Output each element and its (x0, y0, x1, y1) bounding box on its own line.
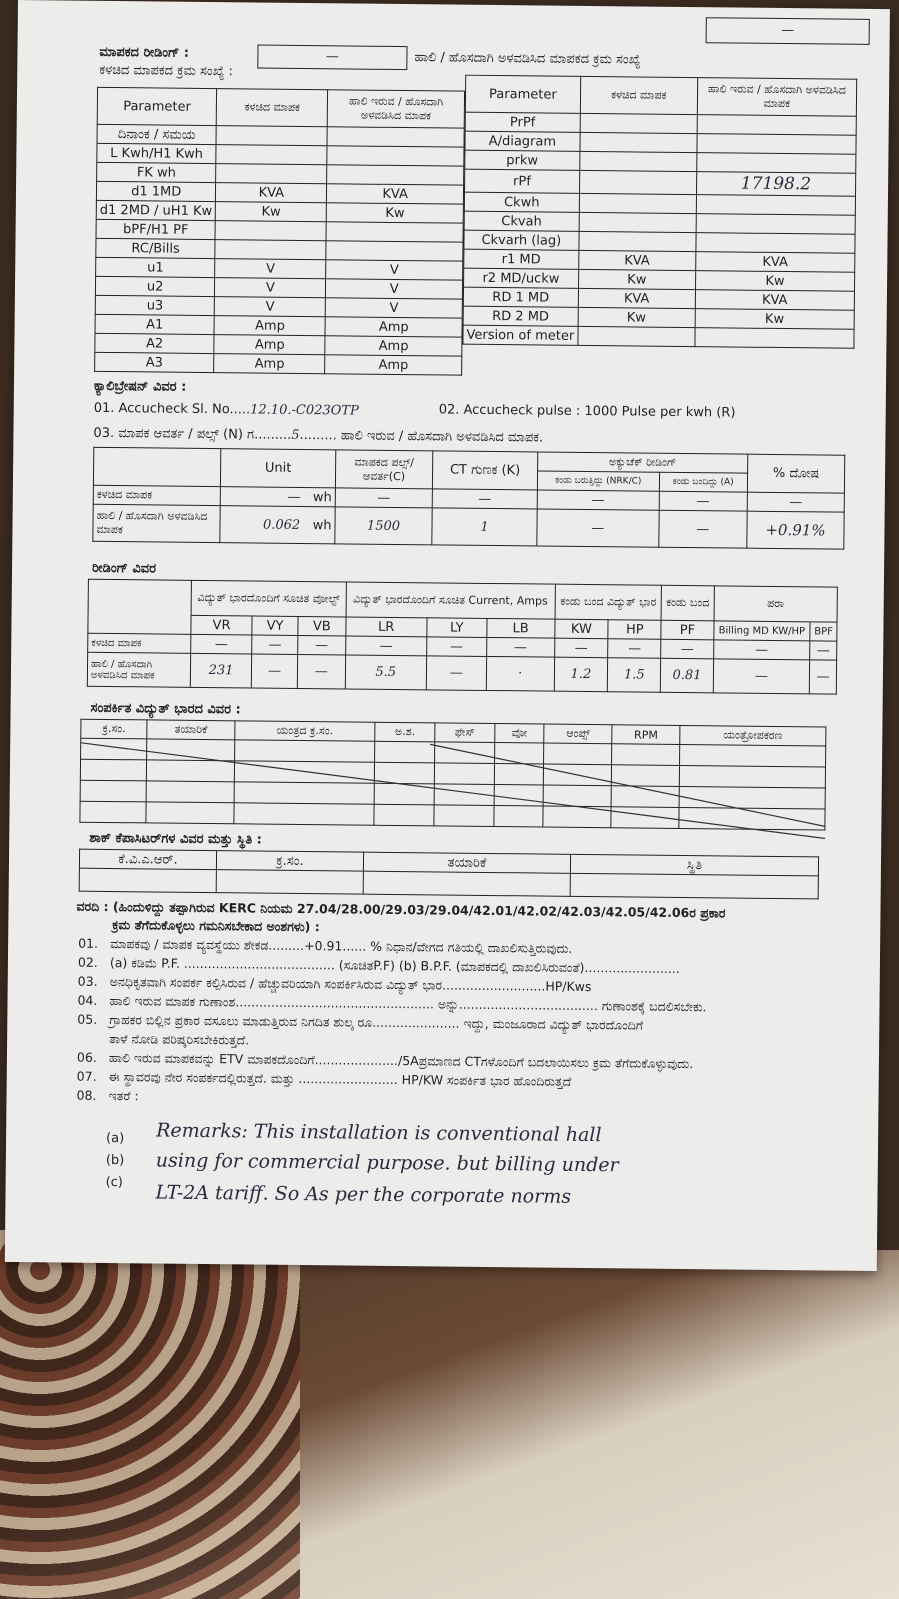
new-meter-value: Kw (327, 203, 464, 223)
col-header: PF (661, 620, 713, 640)
parameter-name: PrPf (465, 112, 580, 132)
col-header: VB (298, 616, 346, 635)
removed-meter-value (216, 126, 327, 146)
col-group-header: ಕಂಡು ಬಂದ (662, 585, 714, 621)
report-item-text: (a) ಕಡಿಮೆ P.F. ...................................... (ಸೂಚಿತP.F) (b) B.P.F. (ಮಾಪಕದಲ್ಲಿ ದಾಖಲಿಸಿರುವಂತೆ)........................ (109, 955, 680, 976)
removed-meter-value: KVA (578, 288, 695, 308)
col-header: ಕಳಚಿದ ಮಾಪಕ (580, 76, 697, 114)
cell: — (537, 509, 659, 547)
new-meter-value (327, 146, 464, 166)
reading-value: — (554, 638, 608, 658)
new-meter-value (697, 134, 856, 155)
removed-meter-value (216, 164, 327, 184)
removed-meter-value: V (215, 297, 326, 317)
new-meter-serial-box: — (706, 17, 870, 45)
report-item-number: 05. (77, 1011, 98, 1027)
reading-value: — (298, 635, 346, 654)
new-meter-value: Amp (325, 355, 462, 375)
col-header: LB (487, 618, 555, 638)
cell: — (432, 489, 537, 509)
new-meter-value: V (326, 298, 463, 318)
parameter-name: RD 1 MD (463, 287, 578, 307)
row-label: ಕಳಚಿದ ಮಾಪಕ (93, 485, 220, 505)
new-meter-value (697, 115, 856, 136)
cell: — (287, 489, 301, 505)
new-meter-value: KVA (327, 184, 464, 204)
col-header: KW (555, 619, 609, 639)
row-label: ಕಳಚಿದ ಮಾಪಕ (88, 633, 191, 653)
removed-meter-value (580, 113, 697, 133)
new-meter-value: Amp (325, 317, 462, 337)
parameter-name: Version of meter (463, 325, 578, 345)
reading-value: · (486, 656, 554, 691)
parameter-table-left (94, 87, 465, 376)
col-header: ಕ್ರ.ಸಂ. (216, 851, 363, 872)
col-header: Parameter (465, 75, 580, 113)
reading-value: 5.5 (345, 655, 426, 690)
parameter-name: d1 2MD / uH1 Kw (96, 200, 216, 220)
cell: — (659, 491, 748, 511)
cell: 1500 (335, 507, 432, 545)
report-item-text: ಅನಧಿಕೃತವಾಗಿ ಸಂಪರ್ಕ ಕಲ್ಪಿಸಿರುವ / ಹೆಚ್ಚುವರಿಯಾಗಿ ಸಂಪರ್ಕಿಸಿರುವ ವಿದ್ಯುತ್ ಭಾರ..........................HP/Kws (109, 974, 592, 995)
cell: — (658, 510, 747, 548)
cell: — (335, 488, 432, 508)
remarks-line-1: Remarks: This installation is conventional hall (156, 1119, 602, 1147)
removed-meter-value: Kw (578, 307, 695, 327)
parameter-name: bPF/H1 PF (96, 219, 216, 239)
col-header: % ದೋಷ (747, 454, 844, 493)
meter-reading-label: ಮಾಪಕದ ರೀಡಿಂಗ್ : (99, 44, 190, 61)
reading-value: — (297, 654, 345, 688)
removed-meter-value: Amp (214, 354, 325, 374)
removed-meter-value: Amp (214, 335, 325, 355)
background-fabric (0, 1230, 300, 1599)
removed-meter-value (216, 145, 327, 165)
report-item-text: ತಾಳೆ ನೋಡಿ ಪರಿಷ್ಕರಿಸಬೇಕಿರುತ್ತದೆ. (109, 1031, 250, 1048)
new-meter-value (327, 127, 464, 147)
col-subheader: ಕಂಡು ಬಂದಿದ್ದು (A) (659, 472, 748, 492)
removed-meter-serial-box: — (257, 45, 407, 71)
col-subheader: ಕಂಡು ಬರುತ್ತಿದ್ದು (NRK/C) (537, 471, 659, 491)
reading-value: — (713, 640, 810, 660)
removed-meter-value: V (215, 278, 326, 298)
cell: wh (312, 489, 332, 505)
new-meter-value: Amp (325, 336, 462, 356)
report-item-text: ಹಾಲಿ ಇರುವ ಮಾಪಕವನ್ನು ETV ಮಾಪಕದೊಂದಿಗೆ...................../5Aಪ್ರಮಾಣದ CTಗಳೊಂದಿಗೆ ಬದಲಾಯಿಸಲು ಕ್ರಮ ತೆಗೆದುಕೊಳ್ಳುವುದು. (108, 1050, 694, 1072)
reading-value: — (426, 637, 486, 657)
parameter-name: RC/Bills (96, 238, 216, 258)
removed-meter-serial-label: ಕಳಚಿದ ಮಾಪಕದ ಕ್ರಮ ಸಂಖ್ಯೆ : (99, 62, 234, 80)
report-item-text: ಇತರೆ : (108, 1088, 139, 1104)
parameter-name: FK wh (97, 162, 217, 182)
new-meter-value (326, 222, 463, 242)
parameter-name: A/diagram (465, 131, 580, 151)
parameter-name: A2 (95, 333, 215, 353)
cell: — (747, 492, 844, 512)
new-meter-value (696, 214, 855, 235)
reading-value: 1.2 (554, 657, 608, 692)
parameter-name: A1 (95, 314, 215, 334)
capacitor-title: ಶಾಕ್ ಕೆಪಾಸಿಟರ್‌ಗಳ ವಿವರ ಮತ್ತು ಸ್ಥಿತಿ : (89, 830, 262, 848)
remarks-line-2: using for commercial purpose. but billing under (155, 1149, 619, 1177)
col-header: ಫೇಸ್ (435, 723, 495, 743)
col-header: Billing MD KW/HP (713, 621, 810, 641)
new-meter-value: V (326, 260, 463, 280)
new-meter-value: KVA (695, 252, 854, 273)
removed-meter-value (579, 151, 696, 171)
sub-label-b: (b) (105, 1152, 125, 1169)
sub-label-a: (a) (106, 1130, 125, 1147)
connected-load-title: ಸಂಪರ್ಕಿತ ವಿದ್ಯುತ್ ಭಾರದ ವಿವರ : (90, 700, 241, 718)
cell: — (537, 490, 659, 510)
revolutions-label: 03. ಮಾಪಕ ಆವರ್ತ / ಪಲ್ಸ್ (N) ಗ......... (93, 425, 292, 443)
parameter-name: L Kwh/H1 Kwh (97, 143, 217, 163)
col-header: ಅಕ್ಯುಚೆಕ್ ರೀಡಿಂಗ್ (538, 452, 748, 473)
parameter-name: RD 2 MD (463, 306, 578, 326)
removed-meter-value (579, 193, 696, 213)
parameter-name: Ckvarh (lag) (464, 230, 579, 250)
reading-value: 231 (190, 653, 252, 688)
new-meter-value (327, 165, 464, 185)
cell: wh (312, 517, 332, 533)
report-intro-2: ಕ್ರಮ ತೆಗೆದುಕೊಳ್ಳಲು ಗಮನಿಸಬೇಕಾದ ಅಂಶಗಳು) : (112, 917, 320, 935)
reading-value: — (810, 641, 837, 660)
col-header: BPF (810, 622, 837, 641)
reading-value: — (810, 660, 837, 694)
new-meter-value (695, 328, 854, 349)
new-meter-value (696, 233, 855, 254)
removed-meter-value (580, 132, 697, 152)
col-header: LY (427, 618, 487, 638)
col-group-header: ಪರಾ (714, 586, 838, 622)
new-meter-value (696, 153, 855, 174)
reading-value: — (345, 636, 426, 656)
row-label: ಹಾಲಿ / ಹೊಸದಾಗಿ ಅಳವಡಿಸಿದ ಮಾಪಕ (93, 504, 220, 542)
col-header: ಕ್ರ.ಸಂ. (81, 719, 148, 739)
reading-table (87, 579, 838, 695)
remarks-line-3: LT-2A tariff. So As per the corporate norms (155, 1181, 572, 1208)
parameter-name: d1 1MD (96, 181, 216, 201)
parameter-table-right (462, 75, 857, 349)
new-meter-serial-label: ಹಾಲಿ / ಹೊಸದಾಗಿ ಅಳವಡಿಸಿದ ಮಾಪಕದ ಕ್ರಮ ಸಂಖ್ಯೆ (414, 50, 641, 68)
reading-value: — (486, 637, 554, 657)
table-row (95, 352, 462, 375)
accucheck-serial-value: 12.10.-C023OTP (250, 402, 359, 419)
reading-value: — (426, 656, 486, 691)
strike-through-lines (79, 739, 826, 843)
new-meter-value (326, 241, 463, 261)
removed-meter-value (579, 231, 696, 251)
parameter-name: prkw (465, 150, 580, 170)
col-header: ಕೆ.ವಿ.ಎ.ಆರ್. (79, 849, 216, 869)
removed-meter-value (578, 326, 695, 346)
reading-value: — (608, 639, 661, 659)
col-header: ಮಾಪಕದ ಪಲ್ಸ್/ಆವರ್ತ(C) (335, 450, 432, 489)
accucheck-pulse-label: 02. Accucheck pulse : 1000 Pulse per kwh (R) (438, 402, 736, 421)
col-header: VY (252, 616, 298, 635)
new-meter-value: V (326, 279, 463, 299)
removed-meter-value (579, 212, 696, 232)
parameter-name: u2 (95, 276, 215, 296)
report-intro: ವರದಿ : (ಹಿಂದುಳಿದ್ದು ತಪ್ಪಾಗಿರುವ KERC ನಿಯಮ 27.04/28.00/29.03/29.04/42.01/42.02/42.03/42.05/42.06ರ ಪ್ರಕಾರ (76, 898, 726, 921)
table-row (87, 652, 836, 694)
parameter-name: Ckvah (464, 211, 579, 231)
report-item-number: 02. (77, 954, 98, 970)
reading-value: 1.5 (608, 658, 662, 693)
removed-meter-value (579, 170, 696, 194)
parameter-name: ದಿನಾಂಕ / ಸಮಯ (97, 124, 217, 144)
report-item-text: ಗ್ರಾಹಕರ ಬಿಲ್ಲಿನ ಪ್ರಕಾರ ವಸೂಲು ಮಾಡುತ್ತಿರುವ ನಿಗದಿತ ಶುಲ್ಕ ರೂ...................... ಇದ್ದು, ಮಂಜೂರಾದ ವಿದ್ಯುತ್ ಭಾರದೊಂದಿಗೆ (109, 1012, 644, 1033)
report-item-number: 01. (78, 935, 99, 951)
parameter-name: u3 (95, 295, 215, 315)
reading-value: — (661, 639, 713, 659)
removed-meter-value (215, 240, 326, 260)
reading-value: — (252, 635, 298, 654)
capacitor-table (79, 849, 819, 900)
calibration-title: ಕ್ಯಾಲಿಬ್ರೇಷನ್ ವಿವರ : (93, 378, 187, 395)
parameter-name: r1 MD (464, 249, 579, 269)
cell: +0.91% (747, 511, 844, 549)
report-list (76, 936, 838, 1115)
col-header: Unit (220, 449, 335, 488)
col-group-header: ವಿದ್ಯುತ್ ಭಾರದೊಂದಿಗೆ ಸೂಚಿತ Current, Amps (346, 582, 555, 619)
parameter-name: A3 (95, 352, 215, 372)
reading-value: 0.81 (661, 658, 713, 693)
removed-meter-value: KVA (216, 183, 327, 203)
report-item-number: 04. (77, 992, 98, 1008)
removed-meter-value: Amp (214, 316, 325, 336)
col-header: ಅ.ಶ. (375, 722, 435, 742)
reading-value: — (251, 654, 297, 688)
accucheck-table (92, 447, 845, 550)
col-header: RPM (612, 725, 680, 745)
reading-title: ರೀಡಿಂಗ್ ವಿವರ (91, 560, 157, 577)
col-header: ಹಾಲಿ ಇರುವ / ಹೊಸದಾಗಿ ಅಳವಡಿಸಿದ ಮಾಪಕ (328, 90, 465, 128)
parameter-name: r2 MD/uckw (464, 268, 579, 288)
col-header: ತಯಾರಿಕೆ (363, 852, 570, 873)
report-item-text: ಹಾಲಿ ಇರುವ ಮಾಪಕ ಗುಣಾಂಶ.................................................. ಅನ್ನು................................... ಗುಣಾಂಶಕ್ಕೆ ಬದಲಿಸಬೇಕು. (109, 993, 707, 1015)
report-item-text: ಈ ಸ್ಥಾವರವು ನೇರ ಸಂಪರ್ಕದಲ್ಲಿರುತ್ತದೆ. ಮತ್ತು ......................... HP/KW ಸಂಪರ್ಕಿತ ಭಾರ ಹೊಂದಿರುತ್ತದೆ (108, 1069, 572, 1089)
report-item-number: 03. (77, 973, 98, 989)
col-header: ಸ್ಥಿತಿ (570, 854, 818, 876)
col-header: ತಯಾರಿಕೆ (147, 720, 235, 740)
inspection-form (5, 0, 890, 1271)
col-header: CT ಗುಣಕ (K) (432, 451, 537, 490)
col-header: ಹಾಲಿ ಇರುವ / ಹೊಸದಾಗಿ ಅಳವಡಿಸಿದ ಮಾಪಕ (697, 78, 857, 117)
col-header: ಆಂಪ್ಸ್ (544, 724, 612, 744)
cell: 0.062 (262, 517, 301, 533)
reading-value: — (191, 634, 252, 654)
removed-meter-value: V (215, 259, 326, 279)
removed-meter-value: Kw (578, 269, 695, 289)
new-meter-value (696, 195, 855, 216)
col-header: LR (346, 617, 427, 637)
new-meter-value: Kw (695, 271, 854, 292)
new-meter-value: KVA (695, 290, 854, 311)
revolutions-suffix: ......... ಹಾಲಿ ಇರುವ / ಹೊಸದಾಗಿ ಅಳವಡಿಸಿದ ಮಾಪಕ. (299, 427, 544, 446)
removed-meter-value (215, 221, 326, 241)
row-label: ಹಾಲಿ / ಹೊಸದಾಗಿ ಅಳವಡಿಸಿದ ಮಾಪಕ (87, 652, 190, 687)
parameter-name: u1 (96, 257, 216, 277)
accucheck-serial-label: 01. Accucheck Sl. No..... (93, 400, 251, 418)
parameter-name: Ckwh (464, 192, 579, 212)
col-header: ವೋ (495, 724, 545, 744)
col-group-header: ಕಂಡು ಬಂದ ವಿದ್ಯುತ್ ಭಾರ (555, 584, 662, 620)
cell: 1 (432, 508, 537, 546)
col-header: Parameter (97, 87, 217, 125)
reading-value: — (713, 659, 810, 694)
removed-meter-value: Kw (216, 202, 327, 222)
report-item-number: 08. (76, 1087, 97, 1103)
col-header: HP (608, 620, 661, 640)
revolutions-value: 5 (291, 427, 300, 443)
col-header: ಯಂತ್ರೋಪಕರಣ (680, 725, 826, 746)
report-item-text: ಮಾಪಕವು / ಮಾಪಕ ವ್ಯವಸ್ಥೆಯು ಶೇಕಡ.........+0.91...... % ನಿಧಾನ/ವೇಗದ ಗತಿಯಲ್ಲಿ ದಾಖಲಿಸುತ್ತಿರುವುದು. (110, 936, 573, 956)
col-header: ಯಂತ್ರದ ಕ್ರ.ಸಂ. (235, 721, 375, 741)
report-item-number: 07. (76, 1068, 97, 1084)
sub-label-c: (c) (105, 1174, 123, 1191)
col-group-header: ವಿದ್ಯುತ್ ಭಾರದೊಂದಿಗೆ ಸೂಚಿತ ವೋಲ್ಟ್ (191, 580, 346, 617)
new-meter-value: 17198.2 (696, 172, 856, 197)
col-header: ಕಳಚಿದ ಮಾಪಕ (217, 89, 328, 127)
table-row (463, 325, 854, 348)
report-item-number: 06. (76, 1049, 97, 1065)
col-header: VR (191, 615, 252, 635)
new-meter-value: Kw (695, 309, 854, 330)
removed-meter-value: KVA (578, 250, 695, 270)
parameter-name: rPf (465, 169, 580, 193)
